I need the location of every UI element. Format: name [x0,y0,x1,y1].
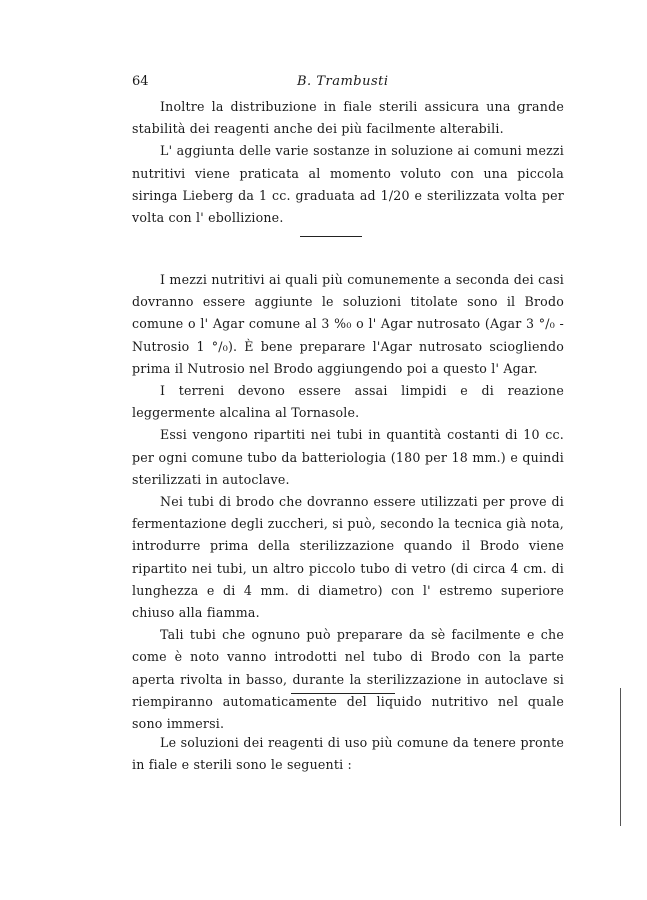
section-divider [300,236,362,237]
paragraph: I terreni devono essere assai limpidi e di reazione leggermente alcalina al Tornasole. [132,383,564,421]
text-block-intro [132,96,564,229]
paragraph: L' aggiunta delle varie sostanze in soluzione ai comuni mezzi nutritivi viene praticata al momento voluto con una piccola siringa Lieberg da 1 cc. graduata ad 1/20 e sterilizzata volta per volta con l' ebollizione. [132,143,564,226]
text-block-reagents [132,732,564,776]
paragraph: Inoltre la distribuzione in fiale sterili assicura una grande stabilità dei reagenti anche dei più facilmente alterabili. [132,99,564,137]
text-block-media [132,269,564,735]
paragraph: Le soluzioni dei reagenti di uso più comune da tenere pronte in fiale e sterili sono le seguenti : [132,735,564,773]
paragraph: Nei tubi di brodo che dovranno essere utilizzati per prove di fermentazione degli zuccheri, si può, secondo la tecnica già nota, introdurre prima della sterilizzazione quando il Brodo viene ripartito nei tubi, un altro piccolo tubo di vetro (di circa 4 cm. di lunghezza e di 4 mm. di diametro) con l' estremo superiore chiuso alla fiamma. [132,494,564,621]
running-title: B. Trambusti [297,74,389,89]
paragraph: Tali tubi che ognuno può preparare da sè facilmente e che come è noto vanno introdotti nel tubo di Brodo con la parte aperta rivolta in basso, durante la sterilizzazione in autoclave si riempiranno automaticamente del liquido nutritivo nel quale sono immersi. [132,627,564,732]
scan-margin-line [620,688,621,826]
page-number: 64 [132,74,149,89]
page-header [132,74,564,94]
paragraph: Essi vengono ripartiti nei tubi in quantità costanti di 10 cc. per ogni comune tubo da batteriologia (180 per 18 mm.) e quindi sterilizzati in autoclave. [132,427,564,487]
section-divider [291,693,395,694]
paragraph: I mezzi nutritivi ai quali più comunemente a seconda dei casi dovranno essere aggiunte le soluzioni titolate sono il Brodo comune o l' Agar comune al 3 %₀ o l' Agar nutrosato (Agar 3 °/₀ - Nutrosio 1 °/₀). È bene preparare l'Agar nutrosato sciogliendo prima il Nutrosio nel Brodo aggiungendo poi a questo l' Agar. [132,272,564,376]
